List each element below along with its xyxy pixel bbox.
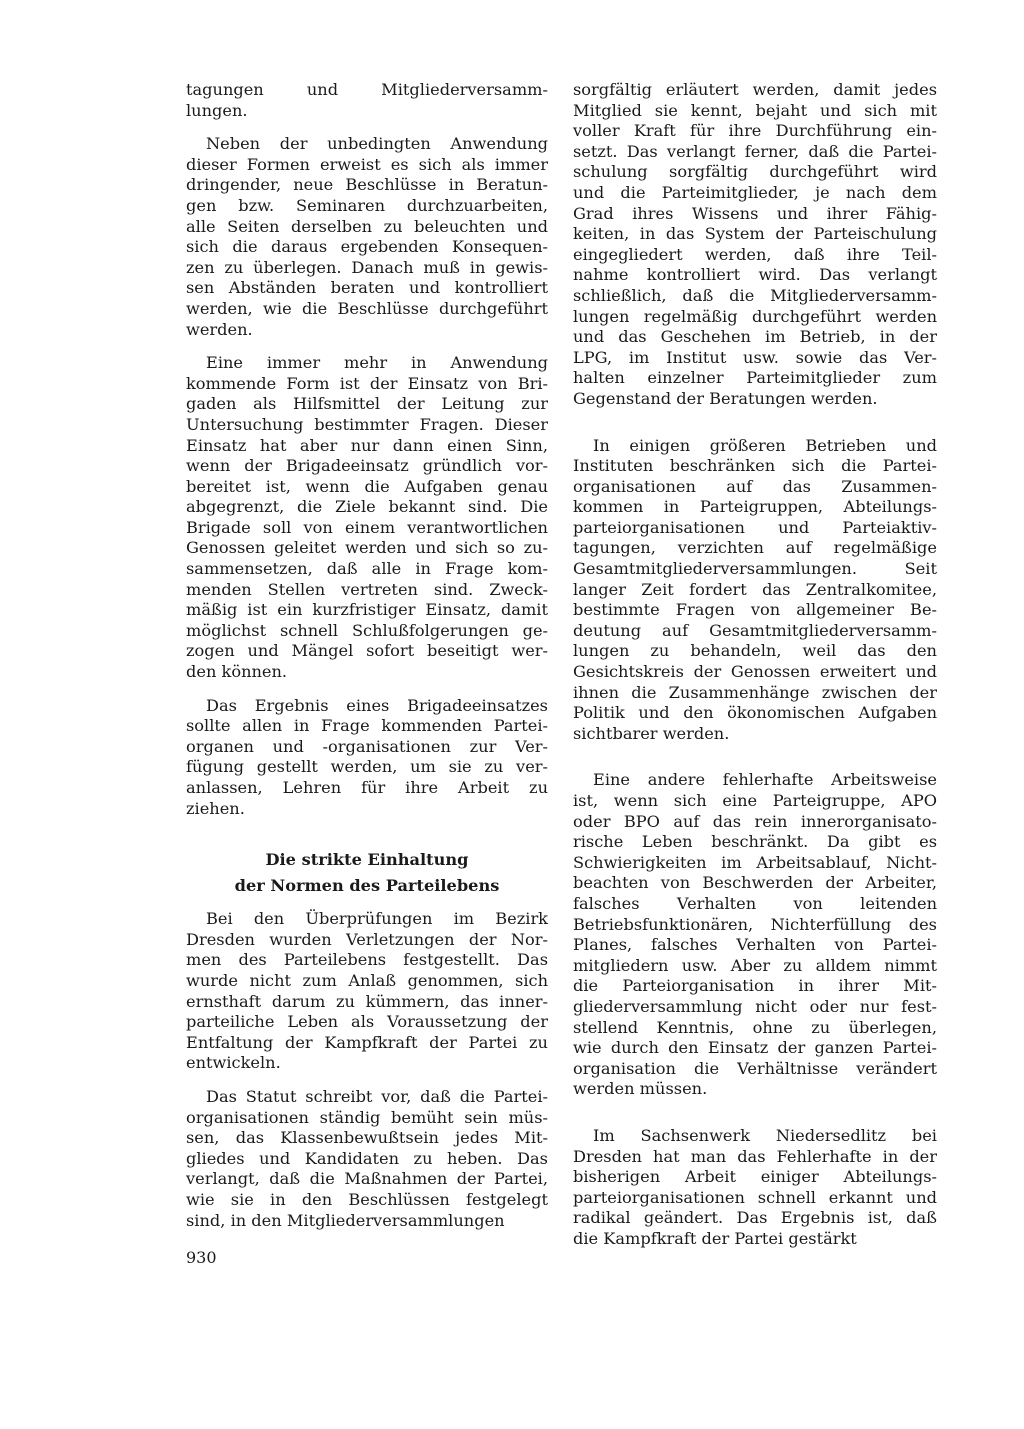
paragraph [573, 436, 937, 745]
text-line: Das Statut schreibt vor, daß die Partei- [206, 1086, 548, 1106]
text-line: In einigen größeren Betrieben und [593, 435, 937, 455]
text-line: halten einzelner Parteimitglieder zum [573, 368, 937, 388]
page-number: 930 [186, 1248, 217, 1267]
text-line: tagungen, verzichten auf regelmäßige [573, 538, 937, 558]
text-line: setzt. Das verlangt ferner, daß die Partei- [573, 141, 937, 161]
text-line: organisationen auf das Zusammen- [573, 476, 937, 496]
text-line: eingegliedert werden, daß ihre Teil- [573, 244, 937, 264]
text-line: beachten von Beschwerden der Arbeiter, [573, 873, 937, 893]
text-line: wurde nicht zum Anlaß genommen, sich [186, 970, 548, 990]
text-line: mitgliedern usw. Aber zu alldem nimmt [573, 955, 937, 975]
text-line: alle Seiten derselben zu beleuchten und [186, 216, 548, 236]
text-line: falsches Verhalten von leitenden [573, 893, 937, 913]
text-line: Das Ergebnis eines Brigadeeinsatzes [206, 695, 548, 715]
text-line: Untersuchung bestimmter Fragen. Dieser [186, 414, 548, 434]
text-line: schulung sorgfältig durchgeführt wird [573, 162, 937, 182]
text-line: nahme kontrolliert wird. Das verlangt [573, 265, 937, 285]
text-line: ist, wenn sich eine Parteigruppe, APO [573, 791, 937, 810]
text-line: gen bzw. Seminaren durchzuarbeiten, [186, 195, 548, 215]
text-line: dieser Formen erweist es sich als immer [186, 154, 548, 174]
text-line: Genossen geleitet werden und sich so zu- [186, 538, 548, 558]
text-line: die Parteiorganisation in ihrer Mit- [573, 976, 937, 996]
text-line: rische Leben beschränkt. Da gibt es [573, 832, 937, 852]
text-line: gaden als Hilfsmittel der Leitung zur [186, 394, 548, 414]
text-line: deutung auf Gesamtmitgliederversamm- [573, 620, 937, 640]
text-line: voller Kraft für ihre Durchführung ein- [573, 121, 937, 141]
text-line: Eine immer mehr in Anwendung [206, 353, 548, 373]
section-heading-line: Die strikte Einhaltung [265, 850, 469, 870]
text-line: bisherigen Arbeit einiger Abteilungs- [573, 1167, 937, 1187]
text-line: Entfaltung der Kampfkraft der Partei zu [186, 1032, 548, 1052]
text-line: tagungen und Mitgliederversamm- [186, 80, 548, 99]
text-line: den können. [186, 662, 288, 682]
text-line: organen und -organisationen zur Ver- [186, 736, 548, 756]
text-line: Gegenstand der Beratungen werden. [573, 388, 878, 408]
paragraph [186, 696, 548, 820]
text-line: lungen. [186, 100, 248, 120]
paragraph [186, 1087, 548, 1231]
text-line: Eine andere fehlerhafte Arbeitsweise [593, 770, 937, 790]
paragraph [573, 80, 937, 410]
text-line: sen, das Klassenbewußtsein jedes Mit- [186, 1128, 548, 1148]
text-line: radikal geändert. Das Ergebnis ist, daß [573, 1208, 937, 1228]
section-heading [186, 847, 548, 899]
paragraph [186, 134, 548, 340]
text-line: zen zu überlegen. Danach muß in gewis- [186, 257, 548, 277]
text-line: fügung gestellt werden, um sie zu ver- [186, 757, 548, 777]
text-line: menden Stellen vertreten sind. Zweck- [186, 579, 548, 599]
text-line: LPG, im Institut usw. sowie das Ver- [573, 347, 937, 367]
text-line: langer Zeit fordert das Zentralkomitee, [573, 579, 937, 599]
text-line: Betriebsfunktionären, Nichterfüllung des [573, 914, 937, 934]
paragraph [573, 1126, 937, 1250]
text-line: sen Abständen beraten und kontrolliert [186, 278, 548, 298]
text-line: organisationen ständig bemüht sein müs- [186, 1107, 548, 1127]
text-line: verlangt, daß die Maßnahmen der Partei, [186, 1169, 548, 1189]
text-line: und das Geschehen im Betrieb, in der [573, 327, 937, 347]
text-line: Planes, falsches Verhalten von Partei- [573, 935, 937, 955]
text-line: kommende Form ist der Einsatz von Bri- [186, 373, 548, 393]
text-line: ziehen. [186, 798, 245, 818]
text-line: sammensetzen, daß alle in Frage kom- [186, 559, 548, 579]
text-line: entwickeln. [186, 1053, 281, 1073]
text-line: Dresden wurden Verletzungen der Nor- [186, 929, 548, 949]
text-line: gliederversammlung nicht oder nur fest- [573, 996, 937, 1016]
section-heading-line: der Normen des Parteilebens [234, 876, 500, 896]
text-line: parteiorganisationen und Parteiaktiv- [573, 517, 937, 537]
text-line: bereitet ist, wenn die Aufgaben genau [186, 476, 548, 496]
text-line: keiten, in das System der Parteischulung [573, 224, 937, 244]
text-line: werden müssen. [573, 1079, 708, 1099]
text-line: stellend Kenntnis, ohne zu überlegen, [573, 1017, 937, 1037]
text-line: Gesichtskreis der Genossen erweitert und [573, 662, 937, 682]
text-line: werden. [186, 319, 253, 339]
text-line: Neben der unbedingten Anwendung [206, 134, 548, 154]
text-line: lungen regelmäßig durchgeführt werden [573, 306, 937, 326]
text-line: Bei den Überprüfungen im Bezirk [206, 909, 548, 929]
text-line: bestimmte Fragen von allgemeiner Be- [573, 600, 937, 620]
text-line: möglichst schnell Schlußfolgerungen ge- [186, 620, 548, 640]
text-line: abgegrenzt, die Ziele bekannt sind. Die [186, 497, 548, 517]
text-line: anlassen, Lehren für ihre Arbeit zu [186, 778, 548, 797]
text-line: wenn der Brigadeeinsatz gründlich vor- [186, 456, 548, 476]
text-line: gliedes und Kandidaten zu heben. Das [186, 1148, 548, 1168]
text-line: Schwierigkeiten im Arbeitsablauf, Nicht- [573, 852, 937, 872]
text-line: und die Parteimitglieder, je nach dem [573, 182, 937, 202]
text-line: die Kampfkraft der Partei gestärkt [573, 1228, 857, 1248]
text-line: Dresden hat man das Fehlerhafte in der [573, 1146, 937, 1166]
text-line: Mitglied sie kennt, bejaht und sich mit [573, 100, 937, 120]
text-line: sollte allen in Frage kommenden Partei- [186, 716, 548, 736]
text-line: ernsthaft darum zu kümmern, das inner- [186, 991, 548, 1011]
text-line: Gesamtmitgliederversammlungen. Seit [573, 559, 937, 579]
text-line: Grad ihres Wissens und ihrer Fähig- [573, 203, 937, 223]
paragraph [186, 909, 548, 1074]
text-line: ihnen die Zusammenhänge zwischen der [573, 682, 937, 702]
text-line: schließlich, daß die Mitgliederversamm- [573, 285, 937, 305]
text-line: werden, wie die Beschlüsse durchgeführt [186, 298, 548, 318]
text-line: kommen in Parteigruppen, Abteilungs- [573, 497, 937, 517]
text-line: Politik und den ökonomischen Aufgaben [573, 703, 937, 723]
text-line: lungen zu behandeln, weil das den [573, 641, 937, 661]
paragraph [186, 80, 548, 121]
text-line: men des Parteilebens festgestellt. Das [186, 950, 548, 970]
left-column [186, 80, 548, 1231]
text-line: sichtbarer werden. [573, 723, 730, 743]
text-line: Brigade soll von einem verantwortlichen [186, 517, 548, 537]
text-line: Einsatz hat aber nur dann einen Sinn, [186, 435, 548, 455]
paragraph [573, 770, 937, 1100]
text-line: parteiliche Leben als Voraussetzung der [186, 1012, 548, 1032]
text-line: sind, in den Mitgliederversammlungen [186, 1210, 505, 1230]
text-line: wie durch den Einsatz der ganzen Partei- [573, 1038, 937, 1058]
text-line: sorgfältig erläutert werden, damit jedes [573, 80, 937, 99]
paragraph [186, 353, 548, 683]
text-line: wie sie in den Beschlüssen festgelegt [186, 1189, 548, 1209]
text-line: Instituten beschränken sich die Partei- [573, 456, 937, 476]
text-line: organisation die Verhältnisse verändert [573, 1058, 937, 1078]
text-line: parteiorganisationen schnell erkannt und [573, 1187, 937, 1207]
text-line: dringender, neue Beschlüsse in Beratun- [186, 175, 548, 195]
text-line: oder BPO auf das rein innerorganisato- [573, 811, 937, 831]
text-line: sich die daraus ergebenden Konsequen- [186, 237, 548, 257]
text-line: Im Sachsenwerk Niedersedlitz bei [593, 1125, 937, 1145]
text-line: mäßig ist ein kurzfristiger Einsatz, damit [186, 600, 548, 620]
right-column [573, 80, 937, 1249]
text-line: zogen und Mängel sofort beseitigt wer- [186, 641, 548, 661]
